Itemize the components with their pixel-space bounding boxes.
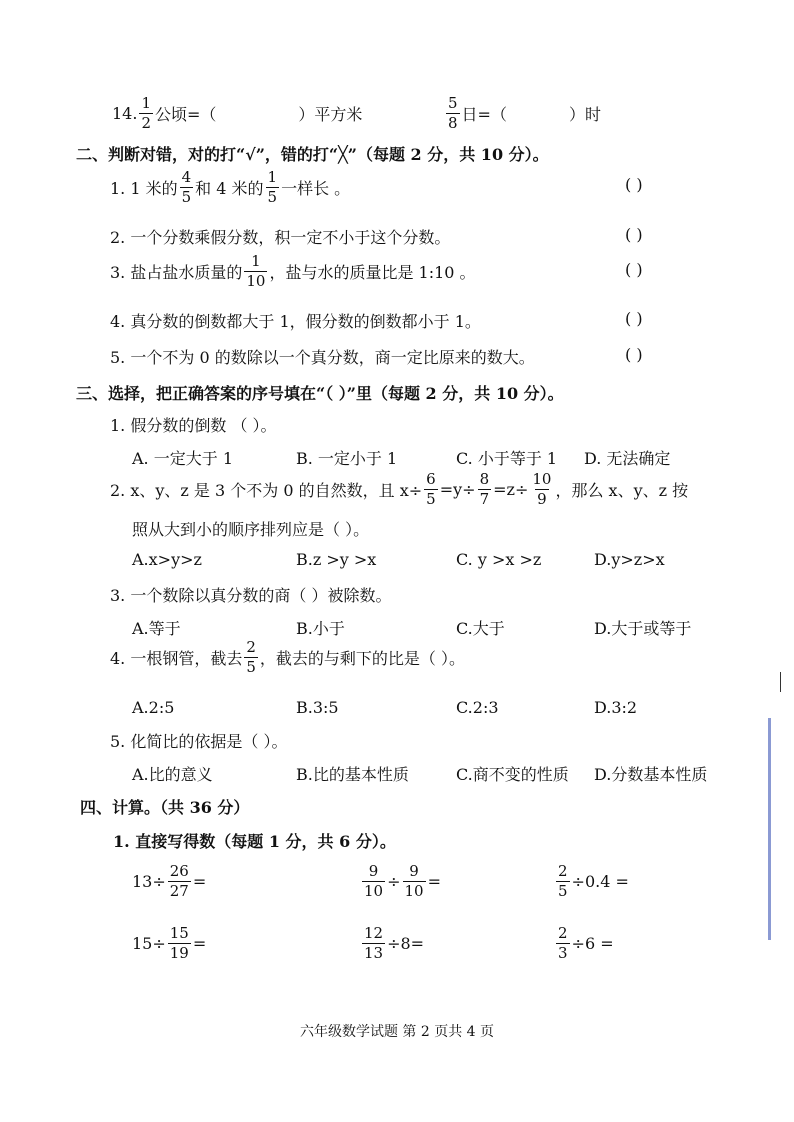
calc-pre: ÷ [387,872,401,891]
fraction [403,864,426,899]
q14-number: 14. [112,104,138,123]
s3-q2-pre: 2. x、y、z 是 3 个不为 0 的自然数，且 x÷ [110,481,423,500]
fraction-denominator: 27 [169,882,189,900]
fraction-numerator: 2 [558,862,568,880]
s2-item-3-post: ，盐与水的质量比是 1:10 。 [269,263,476,282]
calc-pre: 13÷ [132,872,166,891]
s3-q3-option-b[interactable]: B.小于 [296,619,345,638]
page-footer: 六年级数学试题 第 2 页共 4 页 [299,1024,495,1040]
answer-parentheses[interactable]: ( ) [625,260,643,279]
fraction [362,926,385,961]
fraction [139,96,153,131]
fraction-numerator: 26 [169,862,189,880]
calc-post: ÷0.4 = [571,872,629,891]
answer-parentheses[interactable]: ( ) [625,309,643,328]
fraction-numerator: 1 [267,168,278,186]
fraction-numerator: 6 [426,470,436,488]
s3-q2-m1: =y÷ [439,480,476,499]
fraction-denominator: 3 [558,944,568,962]
s2-item-1-pre: 1. 1 米的 [110,179,178,198]
s2-item-5: 5. 一个不为 0 的数除以一个真分数，商一定比原来的数大。 [110,348,535,367]
q14-b-unit: 日=（ [461,105,507,124]
fraction-denominator: 10 [246,272,266,290]
s2-item-1-post: 一样长 。 [281,179,351,198]
section3-title: 三、选择，把正确答案的序号填在“（ ）”里（每题 2 分，共 10 分）。 [76,384,564,403]
s3-q4-option-b[interactable]: B.3:5 [296,698,339,717]
s3-q2-m2: =z÷ [493,480,529,499]
s2-item-4: 4. 真分数的倒数都大于 1，假分数的倒数都小于 1。 [110,312,481,331]
calc-post: = [192,872,207,891]
s3-q2-option-c[interactable]: C. y >x >z [456,550,542,569]
s3-q1-option-a[interactable]: A. 一定大于 1 [132,449,233,468]
q14-line [112,96,362,131]
s3-q2-option-d[interactable]: D.y>z>x [594,550,665,569]
answer-parentheses[interactable]: ( ) [625,225,643,244]
fraction [556,926,570,961]
s3-q2-post: ，那么 x、y、z 按 [555,481,689,500]
answer-parentheses[interactable]: ( ) [625,175,643,194]
fraction-denominator: 9 [537,490,547,508]
calc-item-1 [132,864,206,899]
calc-item-6 [554,926,614,961]
fraction-denominator: 19 [169,944,189,962]
fraction [478,472,492,507]
s2-item-3-pre: 3. 盐占盐水质量的 [110,263,243,282]
s3-q4-option-c[interactable]: C.2:3 [456,698,499,717]
fraction-denominator: 5 [246,658,256,676]
s3-q1-option-b[interactable]: B. 一定小于 1 [296,449,398,468]
fraction-denominator: 5 [558,882,568,900]
fraction-numerator: 5 [448,94,458,112]
calc-item-3 [554,864,629,899]
s3-q4-option-a[interactable]: A.2:5 [132,698,175,717]
fraction-denominator: 8 [448,114,458,132]
s3-q1-stem: 1. 假分数的倒数 （ ）。 [110,416,277,435]
calc-post: ÷6 = [571,934,614,953]
s3-q4-pre: 4. 一根钢管，截去 [110,649,243,668]
fraction [362,864,385,899]
s3-q5-option-d[interactable]: D.分数基本性质 [594,765,708,784]
scan-margin-mark [768,718,771,940]
calc-post: ÷8= [387,934,425,953]
fraction-numerator: 9 [409,862,419,880]
fraction [244,640,258,675]
s3-q3-option-a[interactable]: A.等于 [132,619,181,638]
fraction-denominator: 10 [404,882,424,900]
fraction-denominator: 2 [141,114,151,132]
scan-margin-mark [780,672,781,692]
fraction-denominator: 13 [364,944,384,962]
calc-item-5 [360,926,424,961]
s2-item-2: 2. 一个分数乘假分数，积一定不小于这个分数。 [110,228,451,247]
calc-post: = [427,872,441,891]
s2-item-1 [110,170,350,205]
fraction-numerator: 9 [368,862,379,880]
calc-pre: 15÷ [132,934,166,953]
fraction [244,254,267,289]
s3-q4-post: ，截去的与剩下的比是（ ）。 [259,649,465,668]
calc-item-2 [360,864,441,899]
s3-q5-stem: 5. 化简比的依据是（ ）。 [110,732,288,751]
q14-b-line [444,96,601,131]
calc-post: = [192,934,207,953]
s3-q2-stem [110,472,688,507]
fraction [168,864,191,899]
s3-q2-option-b[interactable]: B.z >y >x [296,550,377,569]
s3-q4-option-d[interactable]: D.3:2 [594,698,638,717]
s2-item-3 [110,254,476,289]
s3-q5-option-c[interactable]: C.商不变的性质 [456,765,569,784]
q14-a-tail: ）平方米 [298,105,363,124]
s3-q2-line2: 照从大到小的顺序排列应是（ ）。 [132,520,370,539]
s3-q3-option-c[interactable]: C.大于 [456,619,505,638]
answer-parentheses[interactable]: ( ) [625,345,643,364]
fraction-numerator: 2 [246,638,256,656]
fraction [556,864,570,899]
fraction-denominator: 5 [181,188,192,206]
section4-title: 四、计算。（共 36 分） [80,798,250,817]
fraction-numerator: 12 [364,924,384,942]
fraction [446,96,460,131]
s3-q3-option-d[interactable]: D.大于或等于 [594,619,692,638]
fraction-numerator: 2 [558,924,568,942]
calc-item-4 [132,926,206,961]
s3-q2-option-a[interactable]: A.x>y>z [132,550,202,569]
s3-q1-option-d[interactable]: D. 无法确定 [584,449,671,468]
fraction-denominator: 5 [267,188,278,206]
s3-q5-option-a[interactable]: A.比的意义 [132,765,213,784]
q14-a-unit: 公顷=（ [155,105,217,124]
section4-sub1: 1. 直接写得数（每题 1 分，共 6 分）。 [113,832,396,851]
fraction-numerator: 1 [251,252,261,270]
fraction [266,170,280,205]
section2-title: 二、判断对错，对的打“√”，错的打“╳”（每题 2 分，共 10 分）。 [76,145,549,164]
fraction [530,472,553,507]
s3-q3-stem: 3. 一个数除以真分数的商（ ）被除数。 [110,586,392,605]
fraction-numerator: 10 [532,470,552,488]
s3-q5-option-b[interactable]: B.比的基本性质 [296,765,409,784]
fraction-numerator: 4 [181,168,192,186]
s3-q1-option-c[interactable]: C. 小于等于 1 [456,449,558,468]
s2-item-1-mid: 和 4 米的 [195,179,264,198]
fraction [424,472,438,507]
fraction-denominator: 5 [426,490,436,508]
fraction [168,926,191,961]
fraction [180,170,194,205]
fraction-denominator: 10 [364,882,384,900]
s3-q4-stem [110,640,465,675]
fraction-numerator: 8 [479,470,490,488]
fraction-numerator: 15 [169,924,189,942]
q14-b-tail: ）时 [568,105,601,124]
fraction-numerator: 1 [141,94,151,112]
fraction-denominator: 7 [479,490,490,508]
